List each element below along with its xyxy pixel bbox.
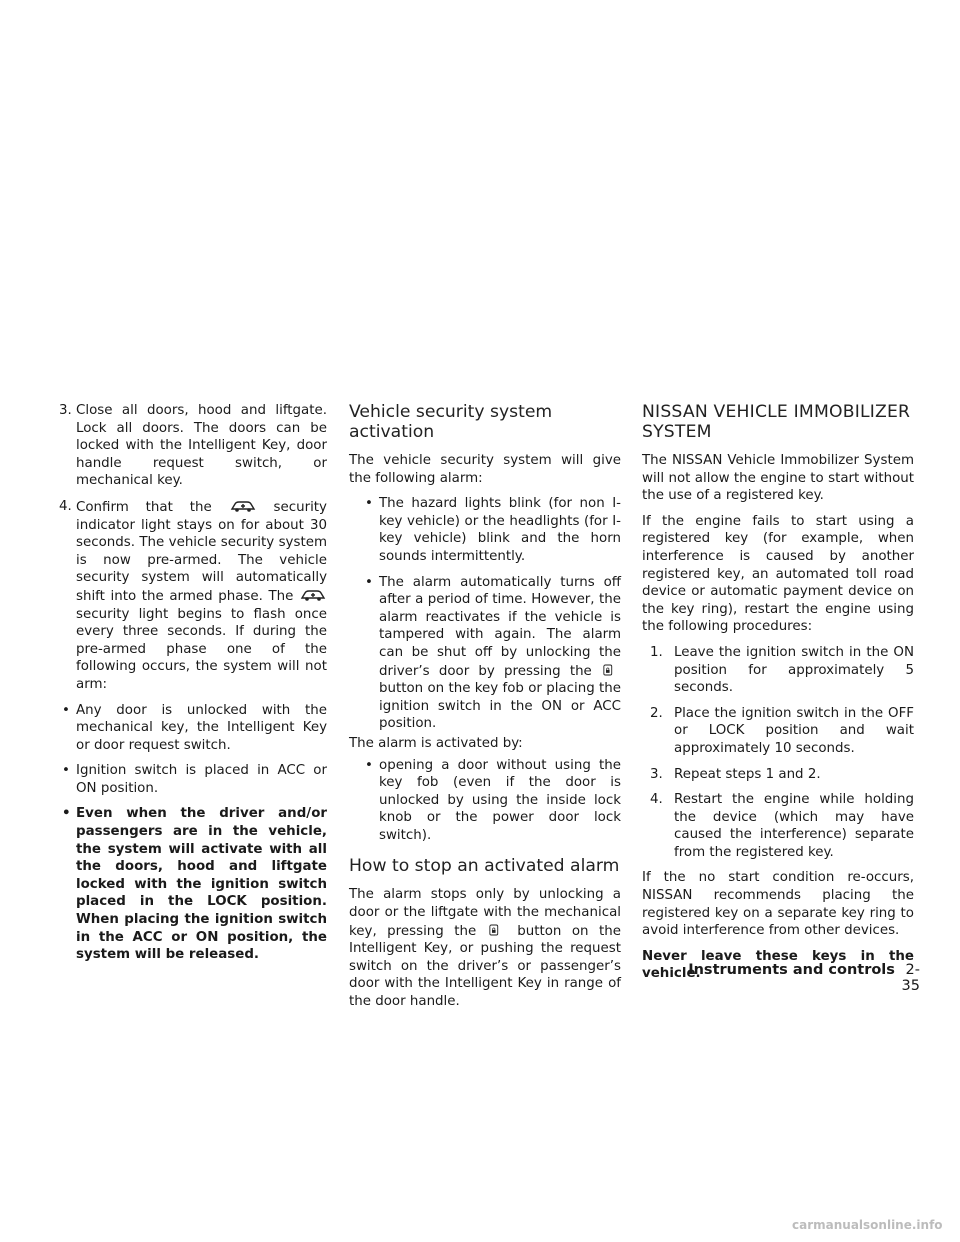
step-4 — [59, 498, 327, 694]
step-number: 4. — [650, 792, 663, 808]
procedure-step — [650, 705, 914, 758]
bullet-text: opening a door without using the key fob (even if the door is unlocked by using the inside lock knob or the power door lock switch). — [379, 757, 621, 843]
watermark: carmanualsonline.info — [792, 1218, 943, 1232]
bullet-text: The hazard lights blink (for non I-key vehicle) or the headlights (for I-key vehicle) blink and the horn sounds intermittently. — [379, 496, 621, 564]
step-text: Leave the ignition switch in the ON position for approximately 5 seconds. — [674, 644, 914, 696]
bullet-text-a: The alarm automatically turns off after a period of time. However, the alarm reactivates if the vehicle is tampered with again. The alarm can be shut off by unlocking the driver’s door by pressing the — [379, 574, 621, 679]
lock-button-icon — [601, 662, 621, 678]
step-text: Repeat steps 1 and 2. — [674, 766, 821, 782]
security-indicator-icon — [299, 587, 327, 603]
step-number: 4. — [59, 498, 72, 514]
step-text: Place the ignition switch in the OFF or LOCK position and wait approximately 10 seconds. — [674, 705, 914, 756]
bullet-dot: • — [62, 702, 70, 718]
bullet-text-b: button on the key fob or placing the ignition switch in the ON or ACC position. — [379, 681, 621, 732]
step-text-b: security indicator light stays on for about 30 seconds. The vehicle security system is now pre-armed. The vehicle security system will automatically shift into the armed phase. The — [76, 499, 327, 604]
column-3 — [642, 402, 914, 991]
paragraph: The NISSAN Vehicle Immobilizer System will not allow the engine to start without the use of a registered key. — [642, 453, 914, 504]
footer-section-title: Instruments and controls — [688, 962, 895, 978]
step-number: 3. — [59, 403, 72, 418]
bullet-dot: • — [62, 763, 70, 779]
bullet-item — [59, 702, 327, 755]
procedure-step — [650, 644, 914, 697]
step-3 — [59, 402, 327, 490]
bullet-dot: • — [62, 806, 71, 822]
bullet-item-warning — [59, 805, 327, 963]
bullet-dot: • — [365, 574, 373, 590]
paragraph: The vehicle security system will give the following alarm: — [349, 453, 621, 486]
bullet-text: Ignition switch is placed in ACC or ON position. — [76, 763, 327, 796]
column-1 — [59, 402, 327, 972]
bullet-item — [59, 762, 327, 797]
section-heading-immobilizer: NISSAN VEHICLE IMMOBILIZER SYSTEM — [642, 402, 911, 442]
step-number: 3. — [650, 766, 663, 782]
bullet-text: Any door is unlocked with the mechanical key, the Intelligent Key or door request switch. — [76, 702, 327, 753]
bullet-text: Even when the driver and/or passengers are in the vehicle, the system will activate with all the doors, hood and liftgate locked with the ignition switch placed in the LOCK position. When placing the ignition switch in the ACC or ON position, the system will be released. — [76, 806, 327, 963]
paragraph — [349, 886, 621, 1010]
warning-paragraph: Never leave these keys in the vehicle. — [642, 948, 914, 982]
paragraph-text-a: The alarm stops only by unlocking a door or the liftgate with the mechanical key, pressing the — [349, 887, 621, 939]
section-heading-activation: Vehicle security system activation — [349, 402, 553, 442]
section-heading-stop-alarm: How to stop an activated alarm — [349, 856, 620, 877]
bullet-item — [349, 757, 621, 845]
paragraph-text-b: button on the Intelligent Key, or pushing the request switch on the driver’s or passenger’s door with the Intelligent Key in range of the door handle. — [349, 923, 621, 1010]
step-text: Close all doors, hood and liftgate. Lock all doors. The doors can be locked with the Intelligent Key, door handle request switch, or mechanical key. — [76, 403, 327, 489]
page-number: 2-35 — [901, 962, 920, 994]
procedure-step — [650, 791, 914, 861]
step-text: Restart the engine while holding the device (which may have caused the interference) separate from the registered key. — [674, 792, 914, 860]
paragraph: If the no start condition re-occurs, NISSAN recommends placing the registered key on a separate key ring to avoid interference from other devices. — [642, 870, 914, 939]
step-text-c: security light begins to flash once every three seconds. If during the pre-armed phase one of the following occurs, the system will not arm: — [76, 606, 327, 692]
column-2 — [349, 402, 621, 1019]
security-indicator-icon — [229, 498, 257, 514]
bullet-item — [349, 495, 621, 565]
lock-button-icon — [487, 922, 507, 938]
page-footer — [680, 962, 920, 994]
bullet-item — [349, 574, 621, 733]
bullet-dot: • — [365, 496, 373, 512]
step-number: 2. — [650, 705, 663, 721]
step-number: 1. — [650, 644, 663, 660]
paragraph: The alarm is activated by: — [349, 735, 523, 751]
procedure-step — [650, 766, 914, 784]
step-text-a: Confirm that the — [76, 499, 212, 515]
paragraph: If the engine fails to start using a registered key (for example, when interference is caused by another registered key, an automated toll road device or automatic payment device on the key ring), restart the engine using the following procedures: — [642, 513, 914, 635]
bullet-dot: • — [365, 757, 373, 773]
